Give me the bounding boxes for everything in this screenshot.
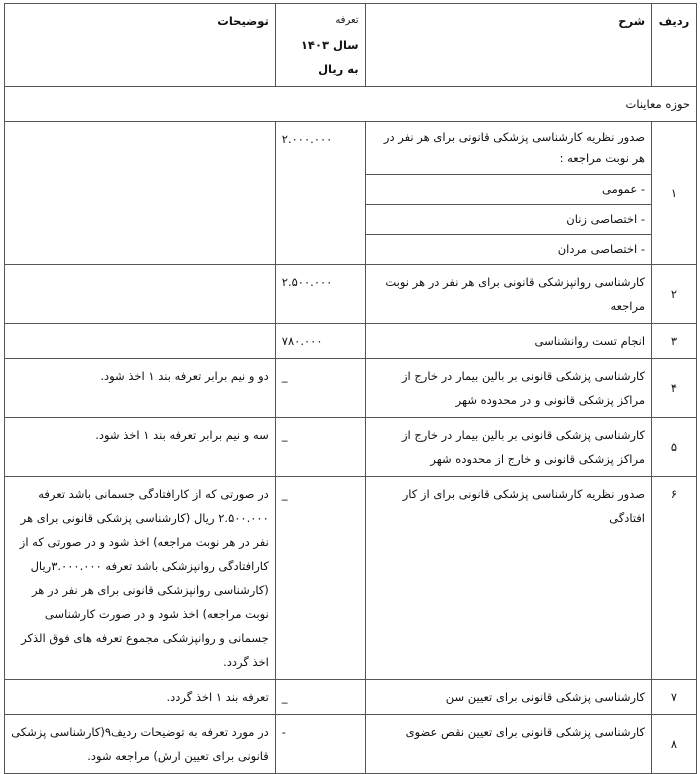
row-notes: در صورتی که از کارافتادگی جسمانی باشد تعرفه ۲.۵۰۰.۰۰۰ ریال (کارشناسی پزشکی قانونی برای هر نفر در هر نوبت مراجعه) اخذ شود و در صورتی که از کارافتادگی روانپزشکی باشد تعرفه ۳.۰۰۰.۰۰۰ریال (کارشناسی روانپزشکی قانونی برای هر نفر در هر نوبت مراجعه) اخذ شود و در صورت کارشناسی جسمانی و روانپزشکی مجموع تعرفه های فوق الذکر اخذ گردد. (5, 477, 276, 680)
row-number: ۷ (652, 680, 697, 715)
row-number: ۲ (652, 265, 697, 324)
row-notes: در مورد تعرفه به توضیحات ردیف۹(کارشناسی پزشکی قانونی برای تعیین ارش) مراجعه شود. (5, 715, 276, 774)
table-row (5, 680, 697, 715)
row-notes (5, 324, 276, 359)
row-notes: سه و نیم برابر تعرفه بند ۱ اخذ شود. (5, 418, 276, 477)
row-description (365, 122, 651, 265)
row-notes (5, 122, 276, 265)
row-sub-item: - اختصاصی مردان (366, 234, 651, 264)
table-row (5, 359, 697, 418)
row-notes: دو و نیم برابر تعرفه بند ۱ اخذ شود. (5, 359, 276, 418)
header-fee-line3: به ریال (318, 62, 359, 76)
table-header-row (5, 4, 697, 87)
header-notes: توضیحات (5, 4, 276, 87)
row-number: ۶ (652, 477, 697, 680)
row-notes (5, 265, 276, 324)
row-fee: _ (275, 477, 365, 680)
row-fee: ۲.۰۰۰.۰۰۰ (275, 122, 365, 265)
row-description-main: صدور نظریه کارشناسی پزشکی قانونی برای هر نفر در هر نوبت مراجعه : (383, 130, 646, 165)
header-row-no: ردیف (652, 4, 697, 87)
tariff-table (4, 3, 697, 774)
section-row (5, 87, 697, 122)
row-number: ۱ (652, 122, 697, 265)
header-fee-line2: سال ۱۴۰۳ (300, 38, 359, 52)
table-row (5, 122, 697, 265)
row-fee: _ (275, 359, 365, 418)
table-row (5, 715, 697, 774)
row-description: کارشناسی پزشکی قانونی برای تعیین سن (365, 680, 651, 715)
row-sub-item: - عمومی (366, 174, 651, 204)
table-row (5, 418, 697, 477)
section-title: حوزه معاینات (5, 87, 697, 122)
header-fee-line1: تعرفه (335, 15, 359, 26)
row-fee: _ (275, 680, 365, 715)
row-fee: ۲.۵۰۰.۰۰۰ (275, 265, 365, 324)
row-number: ۴ (652, 359, 697, 418)
row-sub-item: - اختصاصی زنان (366, 204, 651, 234)
row-description: کارشناسی روانپزشکی قانونی برای هر نفر در هر نوبت مراجعه (365, 265, 651, 324)
row-fee: _ (275, 418, 365, 477)
row-fee: ۷۸۰.۰۰۰ (275, 324, 365, 359)
row-description: انجام تست روانشناسی (365, 324, 651, 359)
row-notes: تعرفه بند ۱ اخذ گردد. (5, 680, 276, 715)
row-description: کارشناسی پزشکی قانونی بر بالین بیمار در خارج از مراکز پزشکی قانونی و در محدوده شهر (365, 359, 651, 418)
row-description: کارشناسی پزشکی قانونی بر بالین بیمار در خارج از مراکز پزشکی قانونی و خارج از محدوده شهر (365, 418, 651, 477)
table-row (5, 324, 697, 359)
table-row (5, 265, 697, 324)
table-row (5, 477, 697, 680)
header-fee (275, 4, 365, 87)
row-number: ۸ (652, 715, 697, 774)
row-description: صدور نظریه کارشناسی پزشکی قانونی برای از کار افتادگی (365, 477, 651, 680)
row-fee: - (275, 715, 365, 774)
header-description: شرح (365, 4, 651, 87)
row-number: ۳ (652, 324, 697, 359)
row-number: ۵ (652, 418, 697, 477)
row-description: کارشناسی پزشکی قانونی برای تعیین نقص عضوی (365, 715, 651, 774)
